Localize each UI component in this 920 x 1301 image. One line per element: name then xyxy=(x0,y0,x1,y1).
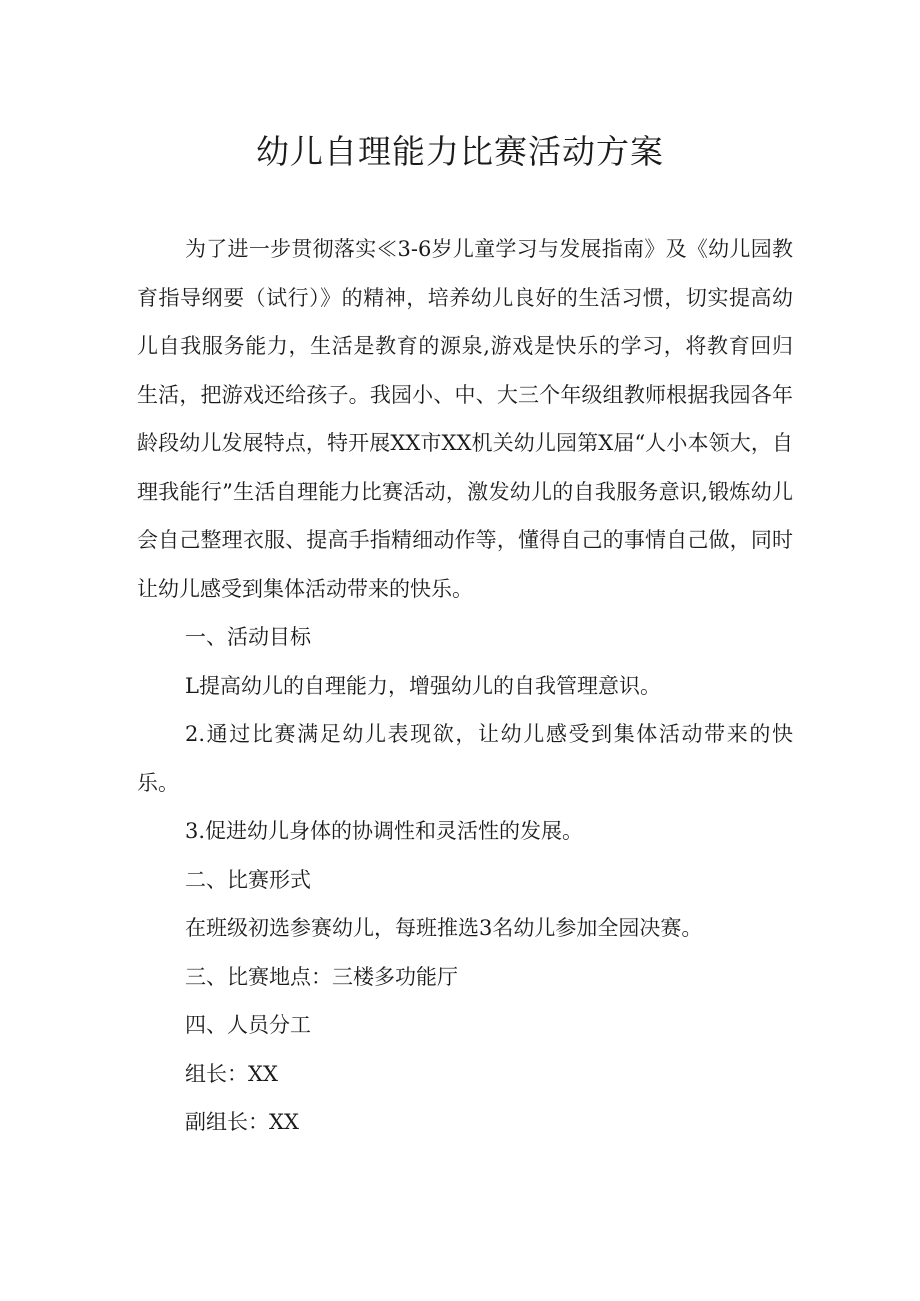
section-heading-location: 三、比赛地点：三楼多功能厅 xyxy=(185,964,458,989)
section-heading-goals: 一、活动目标 xyxy=(185,625,311,649)
document-title: 幼儿自理能力比赛活动方案 xyxy=(256,132,664,171)
intro-paragraph: 为了进一步贯彻落实≪3-6岁儿童学习与发展指南》及《幼儿园教育指导纲要（试行）》的精神，培养幼儿良好的生活习惯，切实提高幼儿自我服务能力，生活是教育的源泉,游戏是快乐的学习，将教育回归生活，把游戏还给孩子。我园小、中、大三个年级组教师根据我园各年龄段幼儿发展特点，特开展XX市XX机关幼儿园第X届“人小本领大，自理我能行”生活自理能力比赛活动，激发幼儿的自我服务意识,锻炼幼儿会自己整理衣服、提高手指精细动作等，懂得自己的事情自己做，同时让幼儿感受到集体活动带来的快乐。 xyxy=(137,237,793,601)
format-paragraph: 在班级初选参赛幼儿，每班推选3名幼儿参加全园决赛。 xyxy=(185,916,703,940)
section-heading-staff: 四、人员分工 xyxy=(185,1013,311,1037)
staff-leader: 组长：XX xyxy=(185,1061,278,1086)
document-body xyxy=(137,225,793,1147)
goal-item-1: L提高幼儿的自理能力，增强幼儿的自我管理意识。 xyxy=(185,673,661,698)
staff-deputy-leader: 副组长：XX xyxy=(185,1110,299,1134)
goal-item-3: 3.促进幼儿身体的协调性和灵活性的发展。 xyxy=(185,819,584,843)
goal-item-2: 2.通过比赛满足幼儿表现欲，让幼儿感受到集体活动带来的快乐。 xyxy=(137,722,793,795)
section-heading-format: 二、比赛形式 xyxy=(185,867,311,892)
